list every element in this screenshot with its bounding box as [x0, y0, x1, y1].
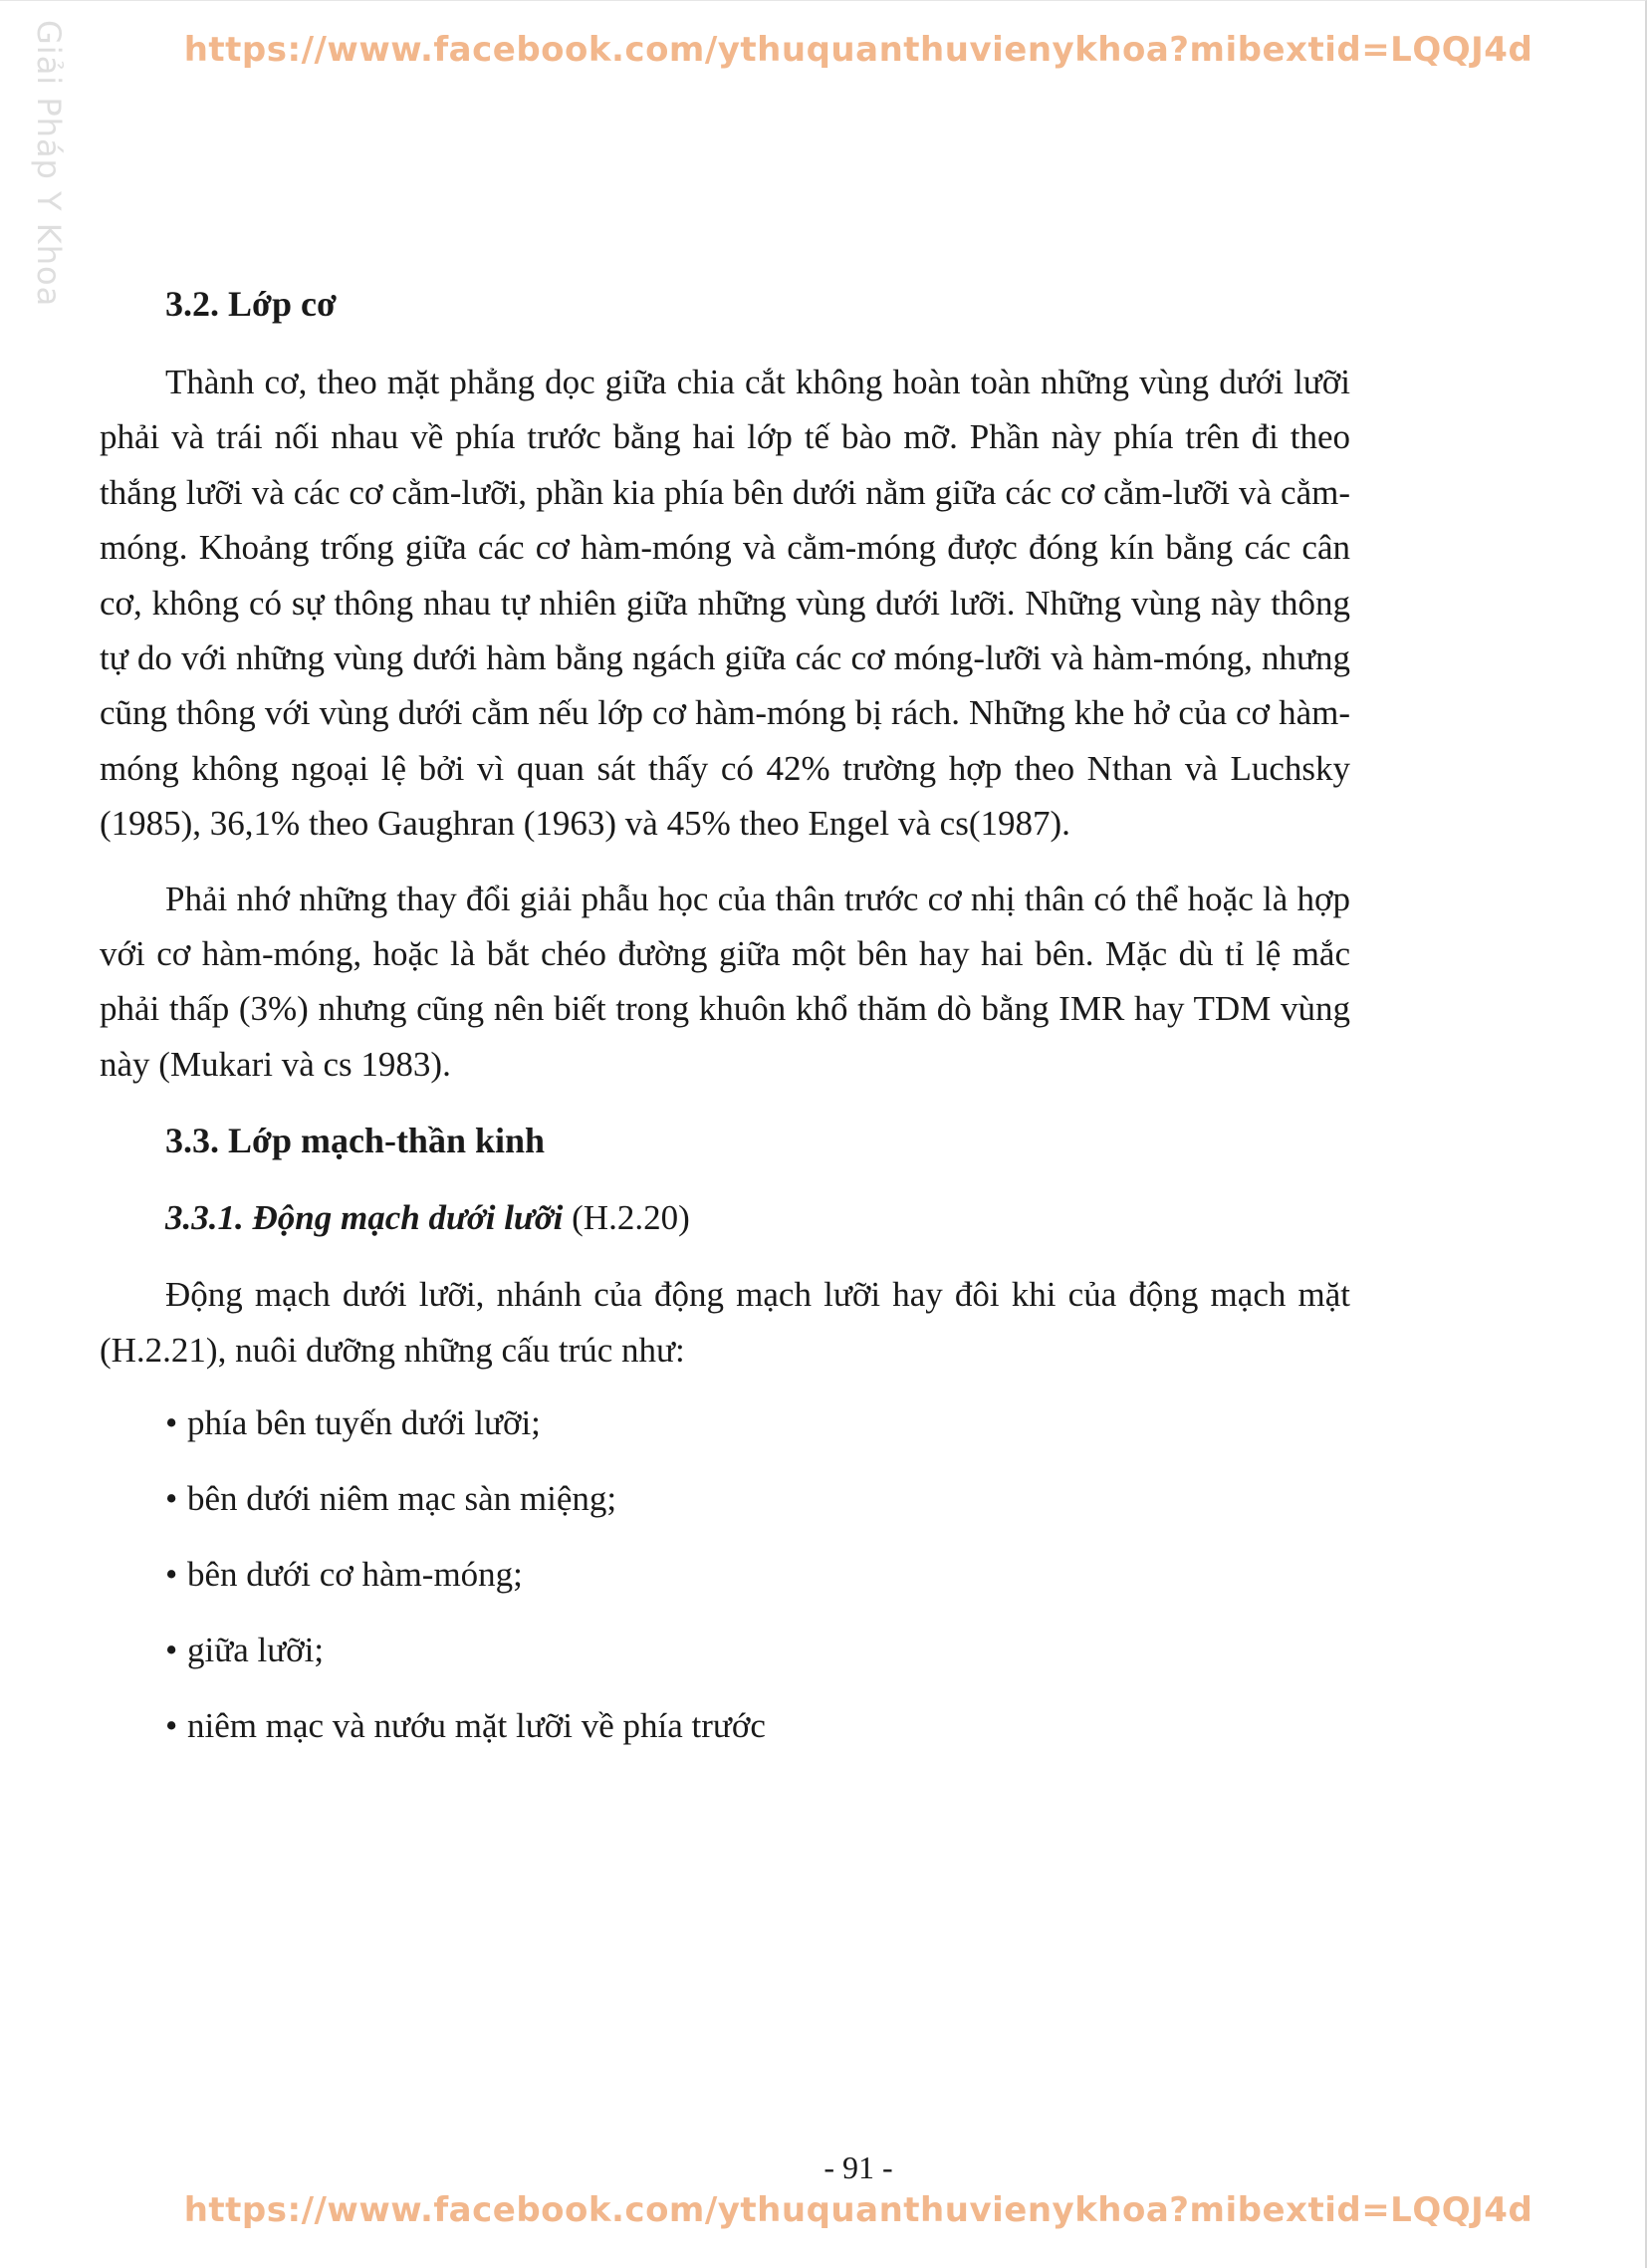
section-3-3-1-title: 3.3.1. Động mạch dưới lưỡi [165, 1198, 564, 1238]
list-item: • bên dưới cơ hàm-móng; [165, 1537, 1350, 1613]
bullet: • [165, 1403, 178, 1443]
section-3-2-heading: 3.2. Lớp cơ [165, 284, 337, 324]
page-content [100, 275, 1350, 1764]
side-watermark: Giải Pháp Y Khoa [30, 20, 68, 308]
section-3-3-heading: 3.3. Lớp mạch-thần kinh [165, 1121, 546, 1161]
list-item: • giữa lưỡi; [165, 1613, 1350, 1688]
section-3-2-paragraph-1: Thành cơ, theo mặt phẳng dọc giữa chia cắt không hoàn toàn những vùng dưới lưỡi phải và trái nối nhau về phía trước bằng hai lớp tế bào mỡ. Phần này phía trên đi theo thắng lưỡi và các cơ cằm-lưỡi, phần kia phía bên dưới nằm giữa các cơ cằm-lưỡi và cằm-móng. Khoảng trống giữa các cơ hàm-móng và cằm-móng được đóng kín bằng các cân cơ, không có sự thông nhau tự nhiên giữa những vùng dưới lưỡi. Những vùng này thông tự do với những vùng dưới hàm bằng ngách giữa các cơ móng-lưỡi và hàm-móng, nhưng cũng thông với vùng dưới cằm nếu lớp cơ hàm-móng bị rách. Những khe hở của cơ hàm-móng không ngoại lệ bởi vì quan sát thấy có 42% trường hợp theo Nthan và Luchsky (1985), 36,1% theo Gaughran (1963) và 45% theo Engel và cs(1987). [100, 363, 1350, 844]
bullet: • [165, 1706, 178, 1746]
bullet: • [165, 1631, 178, 1670]
watermark-url-bottom[interactable]: https://www.facebook.com/ythuquanthuvienykhoa?mibextid=LQQJ4d [183, 2190, 1533, 2230]
section-3-3-1-heading [165, 1189, 1350, 1247]
watermark-url-top[interactable]: https://www.facebook.com/ythuquanthuvienykhoa?mibextid=LQQJ4d [183, 30, 1533, 70]
list-item: • niêm mạc và nướu mặt lưỡi về phía trước [165, 1688, 1350, 1764]
figure-ref: (H.2.20) [572, 1198, 690, 1238]
section-3-3-1-paragraph: Động mạch dưới lưỡi, nhánh của động mạch lưỡi hay đôi khi của động mạch mặt (H.2.21), nuôi dưỡng những cấu trúc như: [100, 1275, 1350, 1370]
list-item: • bên dưới niêm mạc sàn miệng; [165, 1461, 1350, 1537]
bullet: • [165, 1479, 178, 1519]
section-3-2-paragraph-2: Phải nhớ những thay đổi giải phẫu học của thân trước cơ nhị thân có thể hoặc là hợp với cơ hàm-móng, hoặc là bắt chéo đường giữa một bên hay hai bên. Mặc dù tỉ lệ mắc phải thấp (3%) nhưng cũng nên biết trong khuôn khổ thăm dò bằng IMR hay TDM vùng này (Mukari và cs 1983). [100, 879, 1350, 1084]
page-number: - 91 - [824, 2149, 893, 2185]
structure-list [165, 1386, 1350, 1764]
list-item: • phía bên tuyến dưới lưỡi; [165, 1386, 1350, 1461]
bullet: • [165, 1555, 178, 1595]
